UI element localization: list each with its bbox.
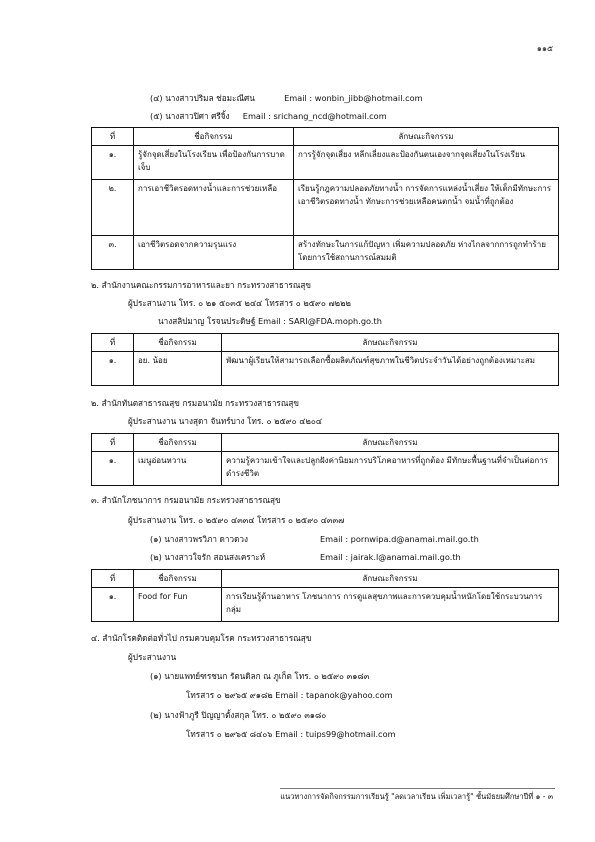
contact-email: Email : srichang_ncd@hotmail.com [242,111,387,121]
row-desc: ความรู้ความเข้าใจและปลูกฝังค่านิยมการบริโภคอาหารที่ถูกต้อง มีทักษะพื้นฐานที่จำเป็นต่อการดำรงชีวิต [222,452,559,486]
row-no: ๑. [92,146,134,180]
coordinator-line: ผู้ประสานงาน นางสุดา จันทร์บาง โทร. ๐ ๒๕๙๐ ๔๒๐๔ [128,416,323,426]
contact-line [150,93,423,103]
contact-line: โทรสาร ๐ ๒๙๖๕ ๙๑๘๒ Email : tapanok@yahoo.com [186,690,393,700]
contact-line: นางสลิปมาญ โรจนประดิษฐ์ Email : SARI@FDA.moph.go.th [158,316,382,326]
column-header-no: ที่ [92,434,134,452]
row-no: ๒. [92,180,134,236]
table-row [92,352,559,386]
table-row [92,146,559,180]
row-name: เมนูอ่อนหวาน [134,452,222,486]
activity-table [91,127,559,270]
contact-email: Email : pornwipa.d@anamai.mail.go.th [320,534,479,544]
row-no: ๑. [92,452,134,486]
contact-name: (๑) นางสาวพรวิภา ดาวดวง [150,534,248,544]
coordinator-line: ผู้ประสานงาน [128,652,177,662]
contact-line: (๑) นายแพทย์ฑรชนก รัตนดิลก ณ ภูเก็ต โทร. ๐ ๒๕๙๐ ๓๑๘๓ [150,671,370,681]
column-header-desc: ลักษณะกิจกรรม [222,434,559,452]
activity-table [91,569,559,622]
row-desc: เรียนรู้กฎความปลอดภัยทางน้ำ การจัดการแหล่งน้ำเสี่ยง ให้เด็กมีทักษะการเอาชีวิตรอดทางน้ำ ทักษะการช่วยเหลือคนตกน้ำ จมน้ำที่ถูกต้อง [294,180,559,236]
contact-name: (๔) นางสาวปริมล ช่อมะณีศน [150,93,255,103]
table-header-row [92,570,559,588]
section-heading: ๓. สำนักโภชนาการ กรมอนามัย กระทรวงสาธารณสุข [91,495,281,505]
contact-name: (๒) นางสาวใจรัก สอนสงเคราะห์ [150,552,266,562]
contact-email: Email : wonbin_jibb@hotmail.com [284,93,423,103]
activity-table [91,333,559,386]
column-header-desc: ลักษณะกิจกรรม [294,128,559,146]
row-desc: การรู้จักจุดเสี่ยง หลีกเลี่ยงและป้องกันตนเองจากจุดเสี่ยงในโรงเรียน [294,146,559,180]
column-header-name: ชื่อกิจกรรม [134,570,222,588]
row-name: Food for Fun [134,588,222,622]
row-name: อย. น้อย [134,352,222,386]
column-header-name: ชื่อกิจกรรม [134,128,294,146]
page-number: ๑๑๕ [536,44,553,53]
activity-table [91,433,559,486]
row-no: ๑. [92,588,134,622]
column-header-name: ชื่อกิจกรรม [134,434,222,452]
table-row [92,180,559,236]
row-name: การเอาชีวิตรอดทางน้ำและการช่วยเหลือ [134,180,294,236]
table-header-row [92,128,559,146]
contact-email: Email : jairak.l@anamai.mail.go.th [320,552,461,562]
footer-divider [280,788,555,789]
table-header-row [92,434,559,452]
section-heading: ๔. สำนักโรคติดต่อทั่วไป กรมควบคุมโรค กระทรวงสาธารณสุข [91,633,312,643]
contact-name: (๕) นางสาวปิศา ศรีจิ้ง [150,111,230,121]
section-heading: ๒. สำนักงานคณะกรรมการอาหารและยา กระทรวงสาธารณสุข [91,280,312,290]
page-footer: แนวทางการจัดกิจกรรมการเรียนรู้ "ลดเวลาเรียน เพิ่มเวลารู้" ชั้นมัธยมศึกษาปีที่ ๑ - ๓ [280,792,553,801]
column-header-name: ชื่อกิจกรรม [134,334,222,352]
contact-line [150,111,387,121]
row-name: รู้จักจุดเสี่ยงในโรงเรียน เพื่อป้องกันการบาดเจ็บ [134,146,294,180]
row-desc: การเรียนรู้ด้านอาหาร โภชนาการ การดูแลสุขภาพและการควบคุมน้ำหนักโดยใช้กระบวนการกลุ่ม [222,588,559,622]
section-heading: ๒. สำนักทันตสาธารณสุข กรมอนามัย กระทรวงสาธารณสุข [91,398,300,408]
contact-line: โทรสาร ๐ ๒๙๖๕ ๘๔๐๖ Email : tuips99@hotmail.com [186,729,396,739]
row-no: ๓. [92,236,134,270]
row-desc: สร้างทักษะในการแก้ปัญหา เพิ่มความปลอดภัย ห่างไกลจากการถูกทำร้าย โดยการใช้สถานการณ์สมมติ [294,236,559,270]
contact-line: (๒) นางฟ้าภูรี ปิญญาตั้งสกุล โทร. ๐ ๒๕๙๐ ๓๑๘๐ [150,710,327,720]
column-header-desc: ลักษณะกิจกรรม [222,570,559,588]
column-header-desc: ลักษณะกิจกรรม [222,334,559,352]
table-header-row [92,334,559,352]
table-row [92,236,559,270]
coordinator-line: ผู้ประสานงาน โทร. ๐ ๒๕๙๐ ๔๓๓๔ โทรสาร ๐ ๒๕๙๐ ๔๓๓๗ [128,515,345,525]
table-row [92,452,559,486]
coordinator-line: ผู้ประสานงาน โทร. ๐ ๒๑ ๕๐๓๕ ๒๔๔ โทรสาร ๐ ๒๕๙๐ ๗๒๒๒ [128,298,351,308]
column-header-no: ที่ [92,128,134,146]
row-desc: พัฒนาผู้เรียนให้สามารถเลือกซื้อผลิตภัณฑ์สุขภาพในชีวิตประจำวันได้อย่างถูกต้องเหมาะสม [222,352,559,386]
column-header-no: ที่ [92,570,134,588]
table-row [92,588,559,622]
column-header-no: ที่ [92,334,134,352]
row-no: ๑. [92,352,134,386]
row-name: เอาชีวิตรอดจากความรุนแรง [134,236,294,270]
